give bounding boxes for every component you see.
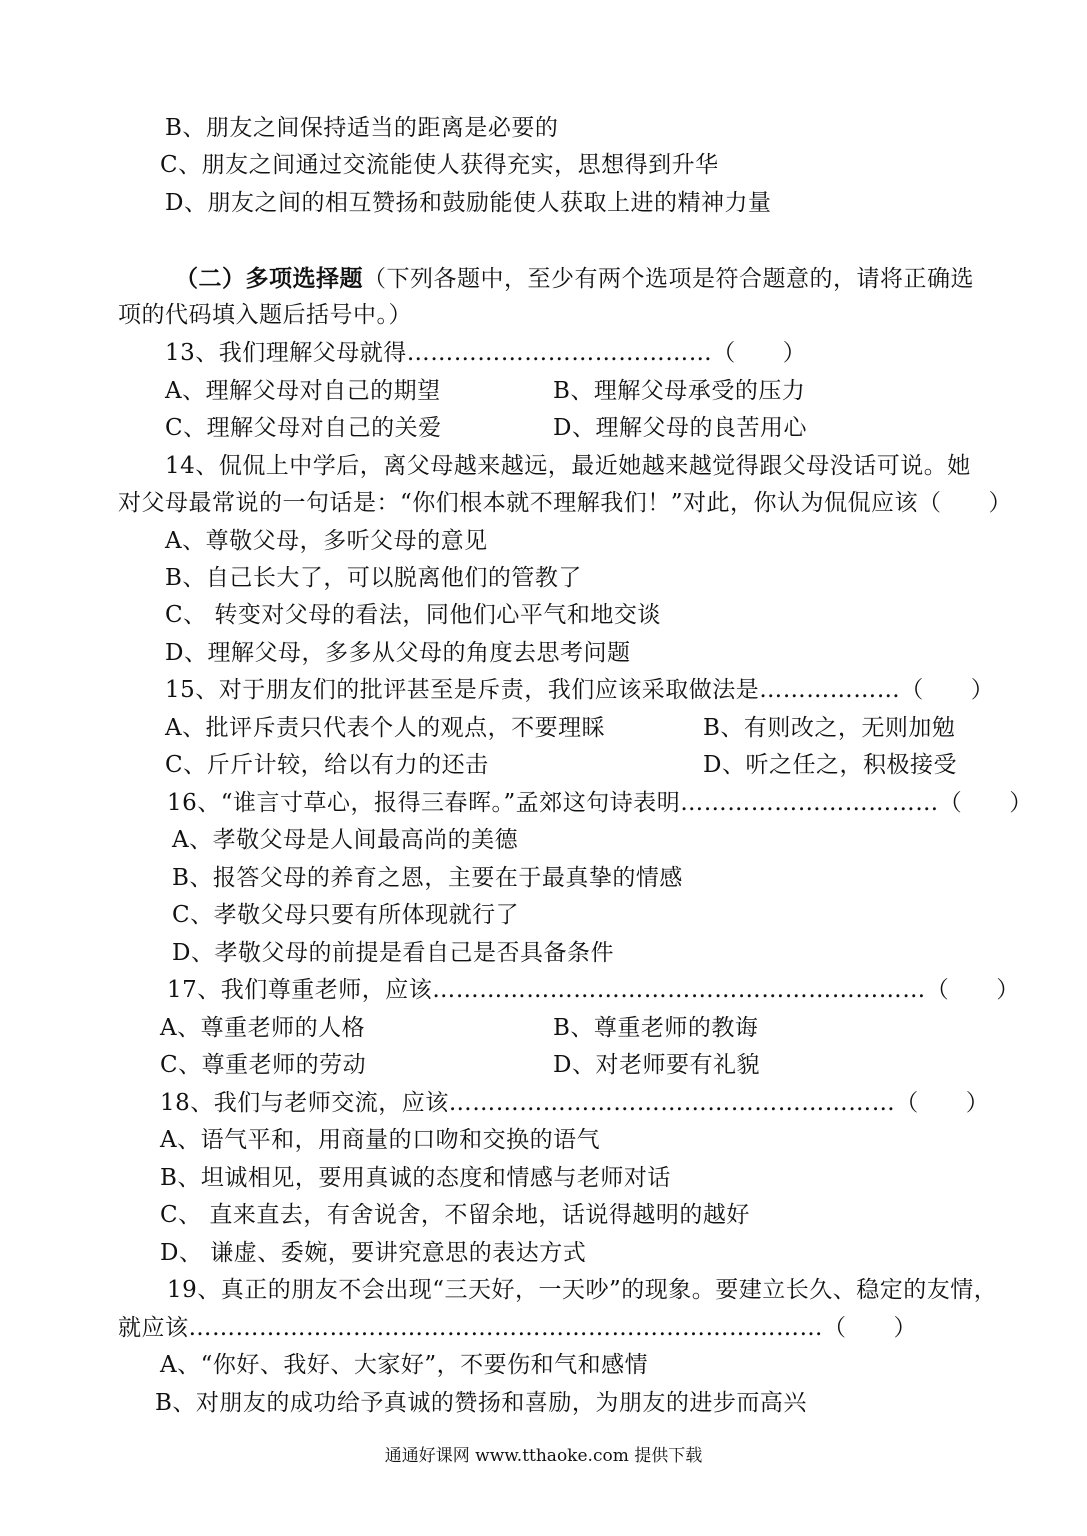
question-13-stem: 13、我们理解父母就得…………………………………（ ） — [165, 340, 807, 366]
option-b-prev: B、朋友之间保持适当的距离是必要的 — [165, 115, 559, 141]
question-16-option-a: A、孝敬父母是人间最高尚的美德 — [172, 827, 519, 853]
question-18-option-b: B、坦诚相见，要用真诚的态度和情感与老师对话 — [160, 1165, 671, 1191]
question-15-option-d: D、听之任之，积极接受 — [703, 752, 957, 778]
question-13-option-c: C、理解父母对自己的关爱 — [165, 415, 442, 441]
question-15-option-c: C、斤斤计较，给以有力的还击 — [165, 752, 489, 778]
question-19-option-a: A、“你好、我好、大家好”，不要伤和气和感情 — [160, 1352, 649, 1378]
question-14-option-c: C、 转变对父母的看法，同他们心平气和地交谈 — [165, 602, 661, 628]
question-16-stem: 16、“谁言寸草心，报得三春晖。”孟郊这句诗表明……………………………（ ） — [167, 790, 1033, 816]
question-14-stem-line2: 对父母最常说的一句话是：“你们根本就不理解我们！”对此，你认为侃侃应该（ ） — [118, 490, 1013, 516]
question-16-option-b: B、报答父母的养育之恩，主要在于最真挚的情感 — [172, 865, 683, 891]
question-14-stem-line1: 14、侃侃上中学后，离父母越来越远，最近她越来越觉得跟父母没话可说。她 — [165, 453, 971, 479]
question-19-option-b: B、对朋友的成功给予真诚的赞扬和喜励，为朋友的进步而高兴 — [155, 1390, 807, 1416]
section-instruction-cont: 项的代码填入题后括号中。） — [118, 302, 412, 328]
section-title: （二）多项选择题 — [175, 265, 363, 292]
section-instruction: （下列各题中，至少有两个选项是符合题意的，请将正确选 — [363, 266, 974, 292]
question-17-option-a: A、尊重老师的人格 — [160, 1015, 366, 1041]
question-13-option-b: B、理解父母承受的压力 — [553, 378, 806, 404]
question-13-option-a: A、理解父母对自己的期望 — [165, 378, 441, 404]
question-19-stem-line2: 就应该………………………………………………………………………（ ） — [118, 1315, 917, 1341]
question-15-option-b: B、有则改之，无则加勉 — [703, 715, 956, 741]
question-17-option-c: C、尊重老师的劳动 — [160, 1052, 367, 1078]
option-d-prev: D、朋友之间的相互赞扬和鼓励能使人获取上进的精神力量 — [165, 190, 772, 216]
question-15-option-a: A、批评斥责只代表个人的观点，不要理睬 — [165, 715, 606, 741]
question-19-stem-line1: 19、真正的朋友不会出现“三天好，一天吵”的现象。要建立长久、稳定的友情， — [167, 1277, 998, 1303]
question-18-option-d: D、 谦虚、委婉，要讲究意思的表达方式 — [160, 1240, 587, 1266]
question-13-option-d: D、理解父母的良苦用心 — [553, 415, 807, 441]
question-14-option-b: B、自己长大了，可以脱离他们的管教了 — [165, 565, 582, 591]
page-footer: 通通好课网 www.tthaoke.com 提供下载 — [384, 1446, 703, 1466]
question-18-option-a: A、语气平和，用商量的口吻和交换的语气 — [160, 1127, 601, 1153]
question-16-option-d: D、孝敬父母的前提是看自己是否具备条件 — [172, 940, 614, 966]
question-17-stem: 17、我们尊重老师，应该………………………………………………………（ ） — [167, 977, 1020, 1003]
question-15-stem: 15、对于朋友们的批评甚至是斥责，我们应该采取做法是………………（ ） — [165, 677, 995, 703]
question-18-option-c: C、 直来直去，有舍说舍，不留余地，话说得越明的越好 — [160, 1202, 750, 1228]
question-18-stem: 18、我们与老师交流，应该…………………………………………………（ ） — [160, 1090, 990, 1116]
option-c-prev: C、朋友之间通过交流能使人获得充实，思想得到升华 — [160, 152, 719, 178]
question-14-option-a: A、尊敬父母，多听父母的意见 — [165, 528, 488, 554]
question-16-option-c: C、孝敬父母只要有所体现就行了 — [172, 902, 520, 928]
question-17-option-d: D、对老师要有礼貌 — [553, 1052, 760, 1078]
question-17-option-b: B、尊重老师的教诲 — [553, 1015, 759, 1041]
question-14-option-d: D、理解父母，多多从父母的角度去思考问题 — [165, 640, 631, 666]
section-heading-line — [175, 265, 974, 293]
